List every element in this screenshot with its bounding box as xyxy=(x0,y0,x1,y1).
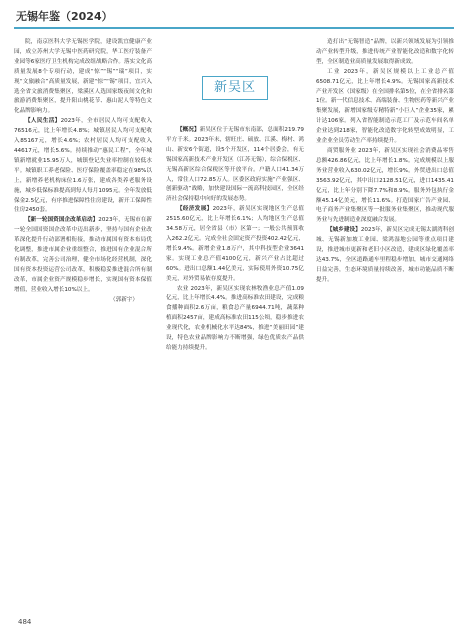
paragraph-text: 2023年，全市居民人均可支配收入76516元，比上年增长4.8%；城镇居民人均可支配收入85167元，增长4.6%；农村居民人均可支配收入44617元，增长5.6%。持续推动“惠民工程”，全年城镇新增就业15.95万人，城镇登记失业率控制在较低水平。城镇职工养老保险、医疗保险覆盖率稳定在98%以上，新增养老机构床位1.6万张，建成各类养老服务设施，城乡低保标准提高到每人每月1095元。全年发放低保金2.5亿元，有序推进保障性住房建设，新开工保障性住房2450套。 xyxy=(14,118,152,214)
header-divider xyxy=(14,27,454,29)
section-heading: 【城乡建设】 xyxy=(327,227,361,234)
paragraph xyxy=(14,117,152,216)
paragraph: 商贸服务业 2023年，新吴区实现社会消费品零售总额426.86亿元，比上年增长1.8%。完成规模以上服务业营业收入630.02亿元，增长9%。外贸进出口总值3563.92亿元，其中出口2128.51亿元，进口1435.41亿元，比上年分别下降7.7%和8.9%。服务外包执行金额45.14亿美元，增长11.6%。打造国家广告产业园、电子商务产业集聚区等一批服务业集聚区，推动现代服务业与先进制造业深度融合发展。 xyxy=(316,147,454,224)
section-heading: 【人民生活】 xyxy=(25,118,61,125)
paragraph: 院，南京医科大学无锡医学院，建设凯宜健康产业园，成立苏州大学无锡中医药研究院，华工医疗装备产业园等6家医疗卫生机构完成改组战略合作。落实文化高质量发展8个专项行动，建成“惊”“锡”“瑞”项目，实现“文旅融合”高质量发展，新建“惊”“锡”项目，宜兴入选全省文旅消费集聚区，梁溪区人选国家级夜间文化和旅游消费集聚区，提升阳山桃花节、惠山泥人等特色文化品牌影响力。 xyxy=(14,39,152,115)
paragraph: 工业 2023年，新吴区规模以上工业总产值6508.71亿元，比上年增长4.9%。无锡国家高新技术产业开发区（国家级）在全国排名第5位，在全省排名第1位。新一代信息技术、高端装备、生物医药等新兴产业集聚发展，新增国家级专精特新“小巨人”企业35家，累计达106家。列入省智能制造示范工厂及示范车间名单企业达到218家，智能化改造数字化转型成效明显，工业企业全员劳动生产率持续提升。 xyxy=(316,68,454,145)
paragraph-text: 2023年，新吴区完成无锡太湖湾科创城、无锡新加坡工业园、梁鸿湿地公园等重点项目建设，推进城市更新和老旧小区改造，建成区绿化覆盖率达43.7%，全区道路通车里程稳步增加，城市交通网络日益完善，生态环境质量持续改善，城市功能品质不断提升。 xyxy=(316,227,454,283)
compiler-credit: （郭新宇） xyxy=(110,296,138,303)
page-number: 484 xyxy=(18,618,32,626)
yearbook-header-title: 无锡年鉴（2024） xyxy=(16,10,113,23)
section-title: 新吴区 xyxy=(202,76,268,100)
paragraph: 农业 2023年，新吴区实现农林牧渔业总产值1.09亿元，比上年增长4.4%。推进高标准农田建设，完成粮食播种面积2.6万亩，粮食总产量6944.71吨，蔬菜种植面积2457亩，建成高标准农田115公顷，稳步推进农业现代化，农业机械化水平达84%，推进“美丽田园”建设，特色农业品牌影响力不断增强，绿色优质农产品供给能力持续提升。 xyxy=(166,285,304,351)
paragraph: 造打出“无锡智造”品牌，以新兴领域发展为引领推动产业转型升级，推进传统产业智能化改造和数字化转型，全区制造业高质量发展取得新成效。 xyxy=(316,39,454,65)
section-title-box xyxy=(166,38,304,126)
column-left xyxy=(14,38,152,305)
paragraph xyxy=(316,226,454,285)
paragraph-text: 2023年，无锡市在新一轮全国国资国企改革中迈出新步，坚持与国有企业改革深化提升行动部署相衔接，推动市属国有资本布局优化调整，推进市属企业重组整合，推进国有企业混合所有制改革，完善公司治理，健全市场化经营机制，深化国有资本投资运营公司改革，积极稳妥推进混合所有制改革，市属企业资产规模稳步增长，实现国有资本保值增值，营业收入增长10%以上。 xyxy=(14,217,152,293)
paragraph xyxy=(166,126,304,205)
paragraph-text: 2023年，新吴区实现地区生产总值2515.60亿元，比上年增长6.1%；人均地区生产总值34.58万元，居全省县（市）区第一；一般公共预算收入262.2亿元。完成全社会固定资产投资402.42亿元，增长9.4%。新增企业1.8万户，其中科技型企业3641家。实现工业总产值4100亿元，新兴产业占比超过60%。进出口总额1.44亿美元，实际使用外资10.75亿美元，对外贸易依存度提升。 xyxy=(166,206,304,282)
section-heading: 【新一轮国资国企改革启动】 xyxy=(25,217,99,224)
paragraph xyxy=(166,205,304,284)
section-heading: 【概况】 xyxy=(177,127,200,133)
column-middle xyxy=(166,38,304,354)
section-heading: 【经济发展】 xyxy=(177,206,213,213)
paragraph xyxy=(14,216,152,295)
paragraph-text: 新吴区位于无锡市东南部，总面积219.79平方千米。2023年末，辖旺庄、硕放、江溪、梅村、鸿山、新安6个街道，设5个开发区，114个居委会，有无锡国家高新技术产业开发区（江苏无锡），综合保税区、无锡高新区综合保税区等开放平台。户籍人口41.34万人，常住人口72.85万人。区委区政府实施“产业强区、创新驱动”战略，加快建设国际一流高科技园区，全区经济社会保持稳中向好的发展态势。 xyxy=(166,127,304,203)
column-right xyxy=(316,38,454,286)
